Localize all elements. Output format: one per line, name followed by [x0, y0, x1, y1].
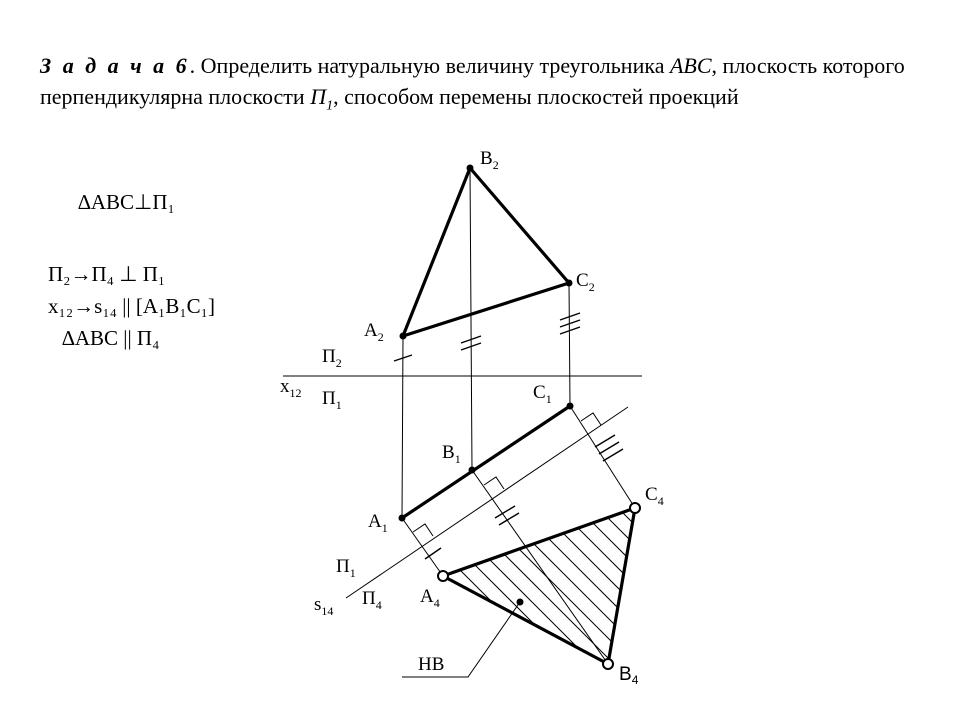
triangle-front-projection — [403, 168, 569, 336]
right-angle-mark-a — [413, 524, 433, 536]
point-c4 — [630, 503, 640, 513]
note-perpendicular: ∆ABC⊥П₁ — [78, 190, 175, 214]
label-hb: НВ — [418, 654, 445, 675]
label-s14: $s_{14}$ — [314, 594, 334, 618]
transfer-line-c — [570, 406, 635, 508]
note-axis-change: x₁₂→s₁₄ || [A₁B₁C₁] — [48, 294, 215, 318]
true-size-hatching — [180, 430, 840, 720]
label-a4: $A_4$ — [420, 586, 440, 610]
note-parallel: ∆ABC || П₄ — [62, 326, 160, 350]
point-b1 — [469, 467, 476, 474]
plane-pi1: $П_1$ — [310, 84, 334, 114]
projection-link-b — [470, 168, 472, 470]
hb-leader-dot — [517, 599, 524, 606]
point-b2 — [467, 165, 474, 172]
task-text-1: . Определить натуральную величину треугольника — [189, 53, 670, 78]
point-c1 — [567, 403, 574, 410]
label-x12: $x_{12}$ — [280, 376, 302, 400]
point-b4 — [603, 659, 613, 669]
task-text-3: , способом перемены плоскостей проекций — [333, 84, 739, 109]
transfer-line-a — [402, 518, 443, 576]
projection-link-a — [402, 336, 403, 518]
label-b2: $B_2$ — [480, 148, 499, 172]
note-plane-change: П₂→П₄ ⊥ П₁ — [48, 262, 166, 286]
right-angle-mark-c — [581, 413, 601, 425]
task-heading: З а д а ч а 6 — [40, 53, 190, 78]
label-c1: $C_1$ — [533, 382, 552, 406]
point-a1 — [399, 515, 406, 522]
label-b4: $B_4$ — [619, 664, 639, 687]
task-text-2: , плоскость которого перпендикулярна плоскости — [40, 53, 905, 109]
projection-link-c — [569, 283, 570, 406]
point-a4 — [438, 571, 448, 581]
triangle-top-projection — [402, 406, 570, 518]
triangle-true-size — [443, 508, 635, 664]
label-a1: $A_1$ — [368, 511, 388, 535]
label-c4: $C_4$ — [645, 484, 664, 508]
label-pi4: $П_4$ — [362, 588, 382, 612]
triangle-name: ABC — [669, 53, 712, 78]
right-angle-mark-b — [484, 477, 504, 489]
point-a2 — [400, 333, 407, 340]
point-c2 — [566, 280, 573, 287]
label-c2: $C_2$ — [576, 270, 595, 294]
label-pi1-low: $П_1$ — [336, 556, 356, 580]
transfer-line-b — [472, 470, 608, 664]
label-pi1-top: $П_1$ — [322, 388, 342, 412]
label-pi2: $П_2$ — [322, 346, 342, 370]
label-a2: $A_2$ — [364, 320, 384, 344]
axis-s14 — [346, 407, 628, 598]
label-b1: $B_1$ — [442, 442, 461, 466]
